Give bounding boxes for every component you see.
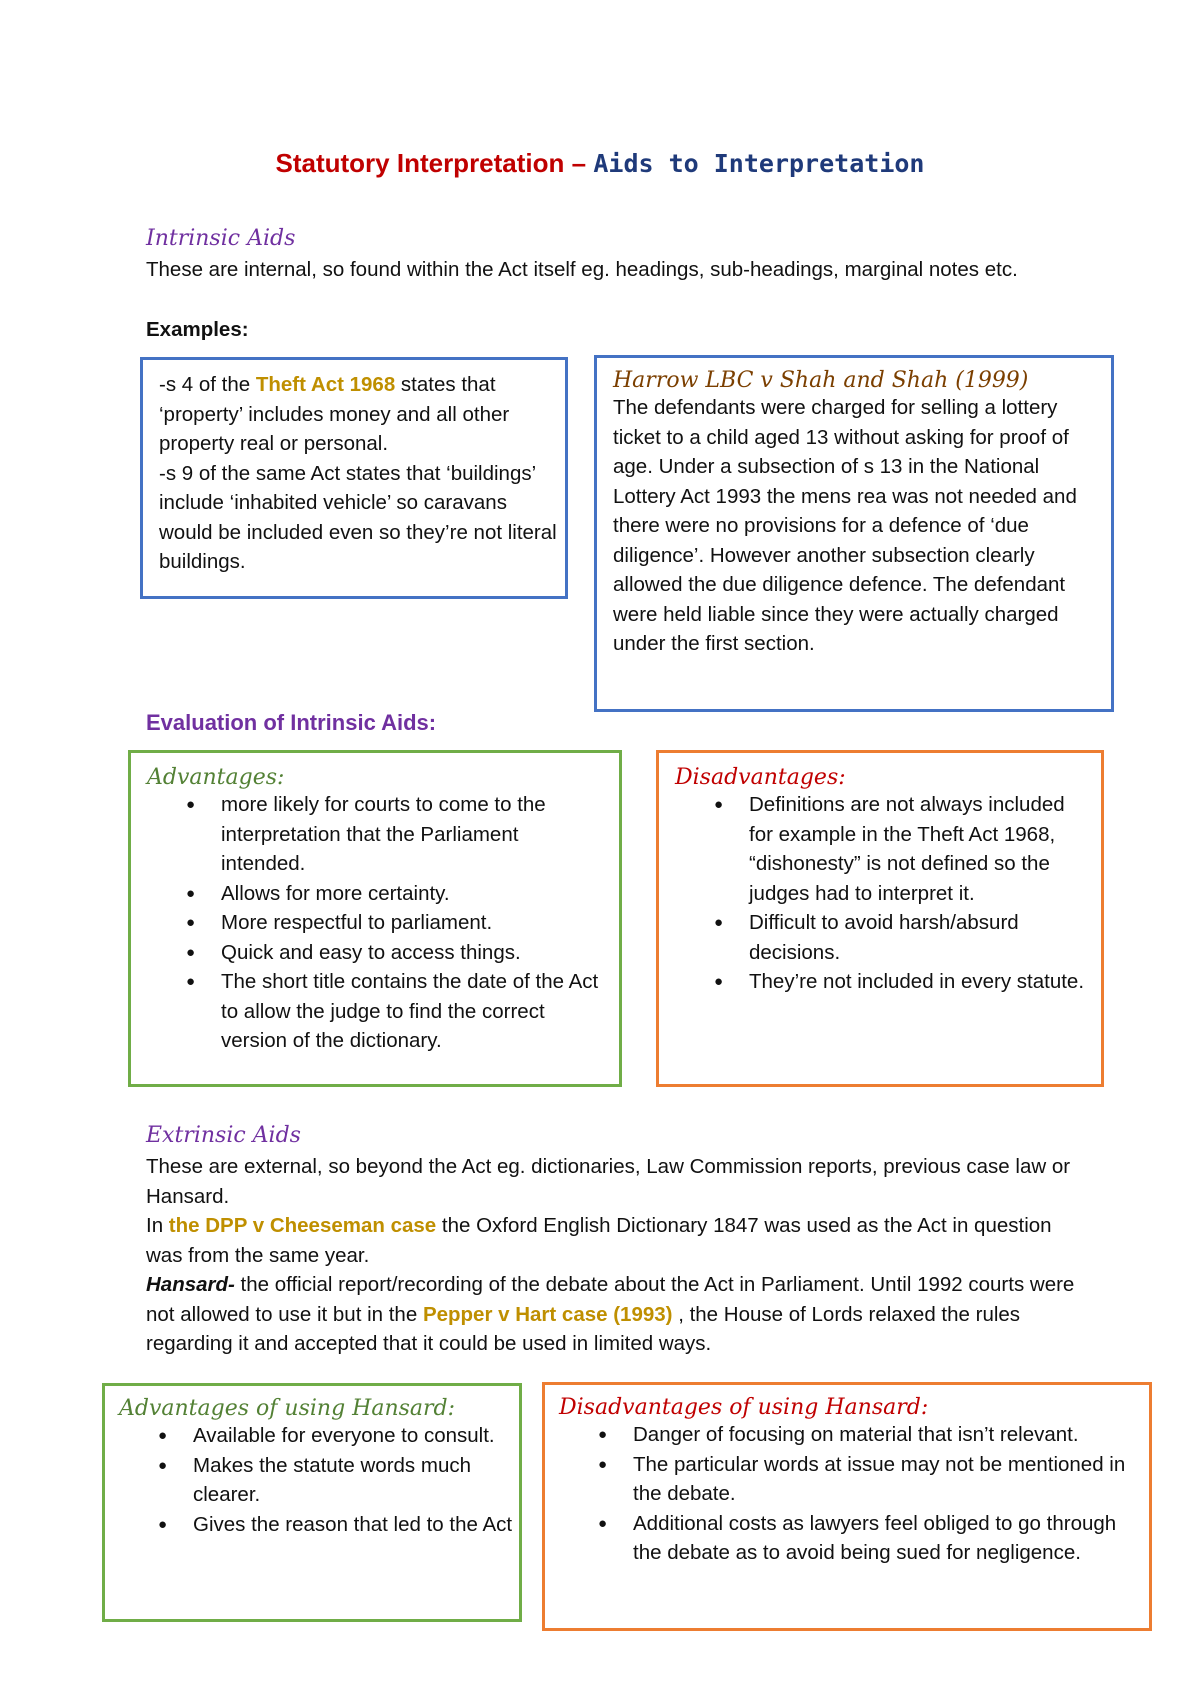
hansard-disadvantages-list	[633, 1420, 1138, 1568]
extrinsic-hansard-paragraph	[146, 1270, 1081, 1359]
intrinsic-description: These are internal, so found within the Act itself eg. headings, sub-headings, marginal notes etc.	[146, 258, 1018, 281]
hansard-post: , the House of Lords relaxed the rules regarding it and accepted that it could be used in limited ways.	[146, 1302, 1021, 1355]
hansard-advantages-box	[102, 1383, 522, 1622]
list-item: ● Allows for more certainty.	[221, 879, 606, 909]
list-item: ● Danger of focusing on material that isn’t relevant.	[633, 1420, 1138, 1450]
example-s9: -s 9 of the same Act states that ‘buildings’ include ‘inhabited vehicle’ so caravans would be included even so they’re not literal buildings.	[159, 461, 557, 573]
example-box	[140, 357, 568, 599]
disadvantages-box	[656, 750, 1104, 1087]
list-item: ● More respectful to parliament.	[221, 908, 606, 938]
example-s4-pre: -s 4 of the	[159, 373, 256, 396]
advantages-box	[128, 750, 622, 1087]
extrinsic-heading: Extrinsic Aids	[146, 1123, 301, 1148]
advantages-list	[221, 790, 606, 1056]
dpp-pre: In	[146, 1214, 169, 1237]
case-box	[594, 355, 1114, 712]
list-item: ● Makes the statute words much clearer.	[193, 1451, 513, 1510]
example-s4	[159, 370, 559, 459]
list-item: ● more likely for courts to come to the interpretation that the Parliament intended.	[221, 790, 606, 879]
hansard-advantages-list	[193, 1421, 513, 1539]
case-heading: Harrow LBC v Shah and Shah (1999)	[613, 368, 1029, 393]
hansard-advantages-heading: Advantages of using Hansard:	[119, 1396, 456, 1421]
page-title	[0, 148, 1200, 179]
list-item: ● Quick and easy to access things.	[221, 938, 606, 968]
title-main: Statutory Interpretation	[275, 148, 565, 178]
list-item: ● Difficult to avoid harsh/absurd decisions.	[749, 908, 1089, 967]
extrinsic-text	[146, 1152, 1081, 1359]
theft-act-highlight: Theft Act 1968	[255, 373, 396, 396]
advantages-heading: Advantages:	[147, 765, 285, 790]
example-box-text	[159, 370, 559, 577]
case-text: The defendants were charged for selling a lottery ticket to a child aged 13 without asking for proof of age. Under a subsection of s 13 in the National Lottery Act 1993 the mens rea was not needed and there were no provisions for a defence of ‘due diligence’. However another subsection clearly allowed the due diligence defence. The defendant were held liable since they were actually charged under the first section.	[613, 396, 1077, 655]
disadvantages-list	[749, 790, 1089, 997]
list-item: ● The short title contains the date of the Act to allow the judge to find the correct version of the dictionary.	[221, 967, 606, 1056]
title-sub: Aids to Interpretation	[593, 149, 925, 178]
list-item: ● Gives the reason that led to the Act	[193, 1510, 513, 1540]
intrinsic-heading: Intrinsic Aids	[146, 226, 296, 251]
dpp-case-highlight: the DPP v Cheeseman case	[168, 1214, 437, 1237]
title-dash: –	[564, 148, 594, 178]
hansard-disadvantages-heading: Disadvantages of using Hansard:	[559, 1395, 929, 1420]
hansard-disadvantages-box	[542, 1382, 1152, 1631]
list-item: ● Definitions are not always included for example in the Theft Act 1968, “dishonesty” is not defined so the judges had to interpret it.	[749, 790, 1089, 908]
list-item: ● The particular words at issue may not be mentioned in the debate.	[633, 1450, 1138, 1509]
examples-label: Examples:	[146, 318, 249, 341]
dpp-post: the Oxford English Dictionary 1847 was used as the Act in question was from the same year.	[146, 1214, 1052, 1267]
pepper-case-highlight: Pepper v Hart case (1993)	[422, 1302, 673, 1326]
list-item: ● Available for everyone to consult.	[193, 1421, 513, 1451]
evaluation-heading: Evaluation of Intrinsic Aids:	[146, 710, 437, 735]
hansard-pre: the official report/recording of the debate about the Act in Parliament. Until 1992 courts were not allowed to use it but in the	[146, 1273, 1075, 1326]
example-s4-post: states that ‘property’ includes money and all other property real or personal.	[159, 373, 510, 455]
list-item: ● They’re not included in every statute.	[749, 967, 1089, 997]
extrinsic-dpp-paragraph	[146, 1211, 1081, 1270]
hansard-label: Hansard-	[146, 1273, 235, 1296]
extrinsic-description: These are external, so beyond the Act eg. dictionaries, Law Commission reports, previous case law or Hansard.	[146, 1155, 1071, 1208]
list-item: ● Additional costs as lawyers feel obliged to go through the debate as to avoid being sued for negligence.	[633, 1509, 1138, 1568]
disadvantages-heading: Disadvantages:	[675, 765, 846, 790]
